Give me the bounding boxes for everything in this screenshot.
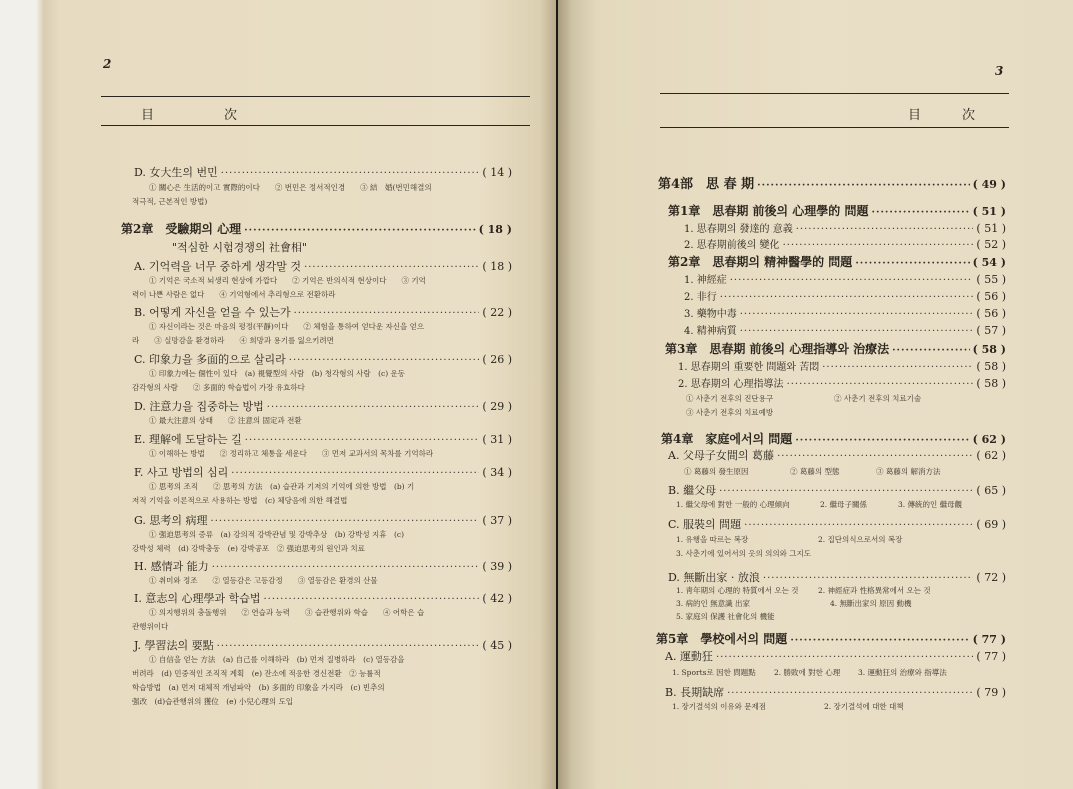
toc-subtopics: ② 사춘기 전후의 치료기술	[834, 394, 922, 403]
toc-subtopics: ② 葛藤의 型態	[790, 467, 840, 476]
toc-entry: C. 印象力을 多面的으로 살리라 ····· ( 26 )	[134, 351, 512, 367]
header-label: 目	[908, 108, 924, 123]
toc-subtopics: 라 ③ 실망감을 환경하라 ④ 희망과 용기를 잃으키려면	[132, 336, 334, 345]
toc-subtopics: 감각형의 사람 ② 多面的 학습법이 가장 유효하다	[132, 383, 305, 392]
toc-subtopics: 2. 勝敗에 對한 心理	[774, 668, 841, 677]
toc-subtopics: ① 사춘기 전후의 진단용구	[686, 394, 774, 403]
toc-subtopics: 3. 病的인 無意識 出家	[676, 599, 751, 608]
header-label: 次	[962, 108, 978, 123]
toc-subtopics: ③ 사춘기 전후의 치료예방	[686, 408, 774, 417]
toc-entry: C. 服裝의 問題 ····· ( 69 )	[668, 516, 1006, 532]
toc-subtopics: 버려라 (d) 민중적인 조직적 계획 (e) 잔소에 적응한 경신전환 ② 능률적	[132, 669, 381, 678]
toc-subtopics: 강박성 체력 (d) 강박충동 (e) 강박공포 ② 强迫思考의 원인과 치료	[132, 544, 365, 553]
toc-entry: E. 理解에 도달하는 길 ····· ( 31 )	[134, 431, 512, 447]
toc-entry: 2. 思春期前後의 變化 ····· ( 52 )	[684, 236, 1006, 251]
toc-entry: D. 女大生의 번민 ····· ( 14 )	[134, 164, 512, 180]
toc-entry: B. 어떻게 자신을 얻을 수 있는가 ····· ( 22 )	[134, 304, 512, 320]
toc-chapter: 第2章 受驗期의 心理 ····· ( 18 )	[121, 220, 512, 237]
toc-subtopics: 적극적, 근본적인 방법)	[132, 197, 208, 206]
toc-entry: B. 長期缺席 ····· ( 79 )	[665, 684, 1006, 700]
toc-subtopics: 3. 傳統的인 繼母觀	[898, 500, 963, 509]
toc-entry: I. 意志의 心理學과 학습법 ····· ( 42 )	[134, 590, 512, 606]
toc-subtopics: ① 印象力에는 個性이 있다 (a) 視覺型의 사람 (b) 청각형의 사람 (c) 운동	[149, 369, 406, 378]
toc-subtopics: 1. 장기결석의 이유와 문제점	[672, 702, 767, 711]
toc-entry: 2. 非行 ····· ( 56 )	[684, 288, 1006, 303]
toc-subtopics: 1. Sports로 因한 問題點	[672, 668, 756, 677]
toc-entry: 2. 思春期의 心理指導法 ····· ( 58 )	[678, 375, 1006, 390]
toc-subtopics: ① 취미와 정조 ② 열등감은 고등감정 ③ 열등감은 환경의 산물	[149, 576, 378, 585]
toc-entry: A. 運動狂 ····· ( 77 )	[665, 648, 1006, 664]
toc-subtopics: 2. 神經症과 性格異常에서 오는 것	[818, 586, 931, 595]
toc-subtopics: ① 기억은 국소적 뇌생리 현상에 가깝다 ② 기억은 반의식적 현상이다 ③ 기억	[149, 276, 426, 285]
toc-chapter: 第3章 思春期 前後의 心理指導와 治療法 ····· ( 58 )	[665, 340, 1006, 357]
toc-subtopics: ① 葛藤의 發生原因	[684, 467, 749, 476]
toc-entry: D. 注意力을 집중하는 방법 ····· ( 29 )	[134, 398, 512, 414]
toc-entry: 1. 思春期의 重要한 問題와 苦悶 ····· ( 58 )	[678, 358, 1006, 373]
toc-chapter: 第2章 思春期의 精神醫學的 問題 ····· ( 54 )	[668, 253, 1006, 270]
header-rule-top	[101, 96, 530, 97]
toc-subtopics: 4. 無斷出家의 原因 動機	[830, 599, 912, 608]
toc-subtopics: 强改 (d)습관행위의 獲位 (e) 小兒心理의 도입	[132, 697, 294, 706]
toc-subtopics: ③ 葛藤의 解消方法	[876, 467, 941, 476]
toc-entry: B. 繼父母 ····· ( 65 )	[668, 482, 1006, 498]
toc-subtopics: 5. 家庭의 保護 社會化의 機能	[676, 612, 775, 621]
toc-subtopics: 2. 繼母子關係	[820, 500, 868, 509]
toc-entry: J. 學習法의 要點 ····· ( 45 )	[134, 637, 512, 653]
toc-subtopics: 저적 기억을 이론적으로 사용하는 방법 (c) 체당음에 의한 해결법	[132, 496, 348, 505]
header-label: 目	[141, 108, 157, 123]
toc-subtopics: 학습방법 (a) 먼저 대체적 개념파악 (b) 多面的 印象을 가지라 (c) 빈추의	[132, 683, 385, 692]
page-number: 2	[103, 57, 112, 71]
toc-subtopics: 1. 유행을 따르는 복장	[676, 535, 749, 544]
header-rule-bottom	[101, 125, 530, 126]
toc-subtopics: 2. 장기결석에 대한 대책	[824, 702, 904, 711]
toc-chapter: 第1章 思春期 前後의 心理學的 問題 ····· ( 51 )	[668, 202, 1006, 219]
toc-subtopics: ① 最大注意의 상태 ② 注意의 固定과 전환	[149, 416, 302, 425]
toc-entry: F. 사고 방법의 심리 ····· ( 34 )	[134, 464, 512, 480]
toc-subtopics: ① 强迫思考의 증류 (a) 강의적 강박관념 및 강박추상 (b) 강박성 지휴 (c)	[149, 530, 404, 539]
chapter-motto: "적심한 시험경쟁의 社會相"	[172, 241, 308, 254]
toc-subtopics: 3. 運動狂의 治療와 指導法	[858, 668, 947, 677]
toc-subtopics: ① 의지행위의 충돌행위 ② 연습과 능력 ③ 습관행위와 학습 ④ 어학은 습	[149, 608, 425, 617]
toc-entry: A. 父母子女間의 葛藤 ····· ( 62 )	[668, 447, 1006, 463]
toc-entry: 1. 神經症 ····· ( 55 )	[684, 271, 1006, 286]
toc-subtopics: 3. 사춘기에 있어서의 옷의 의의와 그지도	[676, 549, 811, 558]
toc-entry: A. 기억력을 너무 중하게 생각말 것 ····· ( 18 )	[134, 258, 512, 274]
toc-subtopics: 1. 靑年期의 心理的 特質에서 오는 것	[676, 586, 799, 595]
toc-entry: H. 感情과 能力 ····· ( 39 )	[134, 558, 512, 574]
header-rule-bottom	[660, 127, 1009, 128]
toc-subtopics: ① 自信을 얻는 方法 (a) 自己를 이해하라 (b) 먼저 질병하라 (c) 열등감을	[149, 655, 405, 664]
toc-subtopics: 1. 繼父母에 對한 一般的 心理傾向	[676, 500, 790, 509]
toc-subtopics: 2. 집단의식으로서의 복장	[818, 535, 903, 544]
toc-chapter: 第5章 學校에서의 問題 ····· ( 77 )	[656, 630, 1006, 647]
toc-subtopics: 력이 나쁜 사람은 없다 ④ 기억형에서 추리형으로 전환하라	[132, 290, 336, 299]
toc-subtopics: ① 思考의 조직 ② 思考의 方法 (a) 습관과 기저의 기억에 의한 방법 (b) 기	[149, 482, 415, 491]
toc-part: 第4部 思 春 期 ····· ( 49 )	[658, 173, 1006, 192]
toc-subtopics: 관행위이다	[132, 622, 169, 631]
toc-subtopics: ① 關心은 生活的이고 實際的이다 ② 번민은 정서적인경 ③ 結 婚(번민해결의	[149, 183, 432, 192]
toc-subtopics: ① 자신이라는 것은 마음의 평정(平靜)이다 ② 체험을 통하여 얻다운 자신을 얻으	[149, 322, 425, 331]
toc-entry: 1. 思春期의 發達的 意義 ····· ( 51 )	[684, 220, 1006, 235]
toc-entry: D. 無斷出家 · 放浪 ····· ( 72 )	[668, 569, 1006, 585]
header-rule-top	[660, 93, 1009, 94]
toc-subtopics: ① 이해하는 방법 ② 정리하고 체통을 세운다 ③ 먼저 교과서의 목차를 기억하라	[149, 449, 434, 458]
page-number: 3	[995, 64, 1004, 78]
right-page	[558, 0, 1073, 789]
header-label: 次	[224, 108, 240, 123]
toc-entry: 4. 精神病質 ····· ( 57 )	[684, 322, 1006, 337]
toc-entry: G. 思考의 病理 ····· ( 37 )	[134, 512, 512, 528]
toc-chapter: 第4章 家庭에서의 問題 ····· ( 62 )	[661, 430, 1006, 447]
toc-entry: 3. 藥物中毒 ····· ( 56 )	[684, 305, 1006, 320]
